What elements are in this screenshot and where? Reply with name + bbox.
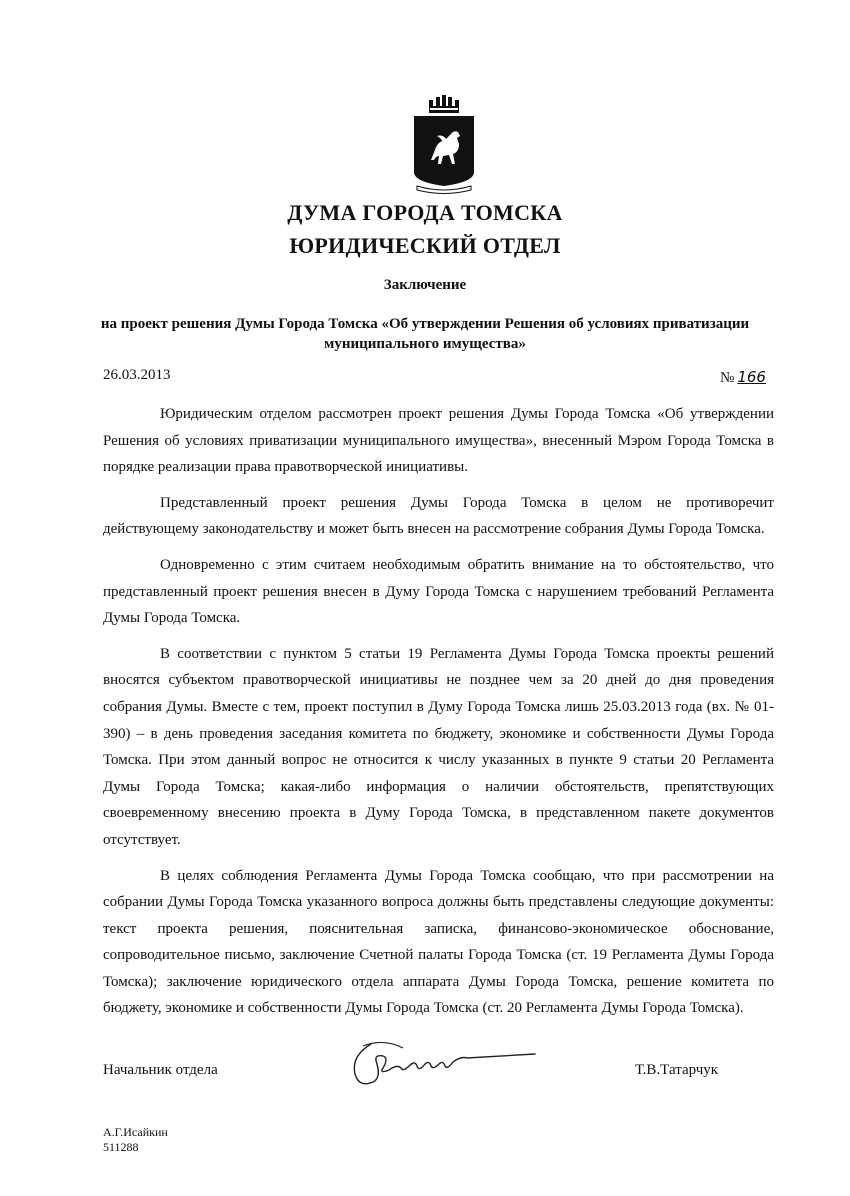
- document-number-value: 166: [737, 368, 766, 386]
- executor-name: А.Г.Исайкин: [103, 1125, 168, 1139]
- executor-phone: 511288: [103, 1140, 139, 1154]
- signer-name: Т.В.Татарчук: [635, 1062, 719, 1078]
- document-body: [103, 401, 774, 1031]
- document-date: 26.03.2013: [103, 367, 171, 383]
- handwritten-signature-icon: [343, 1034, 538, 1094]
- executor-block: [103, 1125, 168, 1155]
- tomsk-coat-of-arms-icon: [407, 94, 481, 194]
- organization-title: ДУМА ГОРОДА ТОМСКА: [287, 200, 563, 225]
- document-number: [720, 367, 766, 388]
- department-title: ЮРИДИЧЕСКИЙ ОТДЕЛ: [289, 233, 561, 258]
- paragraph: В соответствии с пунктом 5 статьи 19 Регламента Думы Города Томска проекты решений вносятся субъектом правотворческой инициативы не позднее чем за 20 дней до дня проведения собрания Думы. Вместе с тем, проект поступил в Думу Города Томска лишь 25.03.2013 года (вх. № 01-390) – в день проведения заседания комитета по бюджету, экономике и собственности Думы Города Томска. При этом данный вопрос не относится к числу указанных в пункте 9 статьи 20 Регламента Думы Города Томска; какая-либо информация о наличии обстоятельств, препятствующих своевременному внесению проекта в Думу Города Томска, в представленном пакете документов отсутствует.: [103, 645, 774, 848]
- document-subject: на проект решения Думы Города Томска «Об утверждении Решения об условиях приватизации муниципального имущества»: [100, 316, 750, 352]
- paragraph: Юридическим отделом рассмотрен проект решения Думы Города Томска «Об утверждении Решения об условиях приватизации муниципального имущества», внесенный Мэром Города Томска в порядке реализации права правотворческой инициативы.: [103, 406, 774, 476]
- document-type: Заключение: [383, 277, 467, 293]
- paragraph: Представленный проект решения Думы Города Томска в целом не противоречит действующему законодательству и может быть внесен на рассмотрение собрания Думы Города Томска.: [103, 494, 774, 538]
- signer-title: Начальник отдела: [103, 1062, 218, 1078]
- paragraph: Одновременно с этим считаем необходимым обратить внимание на то обстоятельство, что представленный проект решения внесен в Думу Города Томска с нарушением требований Регламента Думы Города Томска.: [103, 556, 774, 627]
- document-number-label: №: [720, 370, 735, 386]
- paragraph: В целях соблюдения Регламента Думы Города Томска сообщаю, что при рассмотрении на собрании Думы Города Томска указанного вопроса должны быть представлены следующие документы: текст проекта решения, пояснительная записка, финансово-экономическое обоснование, сопроводительное письмо, заключение Счетной палаты Города Томска (ст. 19 Регламента Думы Города Томска); заключение юридического отдела аппарата Думы Города Томска, решение комитета по бюджету, экономике и собственности Думы Города Томска (ст. 20 Регламента Думы Города Томска).: [103, 867, 774, 1017]
